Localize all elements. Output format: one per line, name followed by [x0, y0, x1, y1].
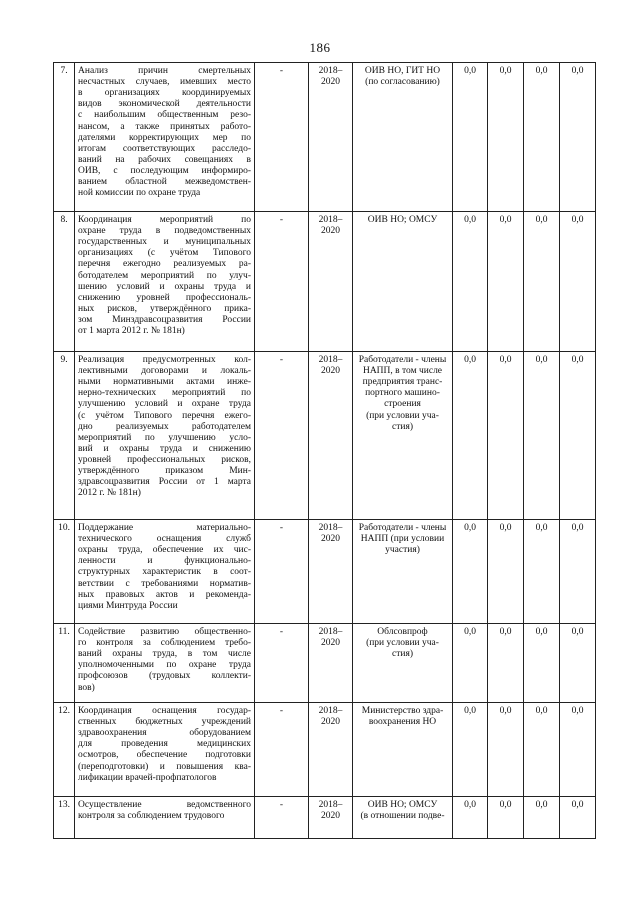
period-line: 2018–	[318, 706, 343, 716]
description-line: зом Минздравсоцразвития России	[78, 314, 251, 325]
description-line: мероприятий по улучшению усло-	[78, 432, 251, 443]
table-row	[54, 352, 596, 520]
period-line: 2020	[321, 226, 340, 237]
funding-value-4: 0,0	[560, 703, 596, 797]
indicator-cell: -	[255, 797, 309, 839]
table-row	[54, 520, 596, 624]
description-line: вий и охраны труда и снижению	[78, 443, 251, 454]
description-line: ной комиссии по охране труда	[78, 188, 201, 199]
description-line: ственных бюджетных учреждений	[78, 717, 251, 728]
executor-line: (по согласованию)	[365, 77, 440, 88]
period-cell	[309, 624, 353, 703]
period-line: 2020	[321, 811, 340, 822]
period-line: 2018–	[318, 215, 343, 225]
measures-table	[53, 62, 596, 839]
description-line: дно реализуемых работодателем	[78, 421, 251, 432]
row-number: 7.	[54, 63, 75, 212]
executor-line: стия)	[392, 421, 413, 432]
funding-value-1: 0,0	[453, 703, 488, 797]
table-row	[54, 212, 596, 352]
funding-value-2: 0,0	[488, 797, 524, 839]
description-line: шению условий и охраны труда и	[78, 281, 251, 292]
executor-line: строения	[384, 399, 421, 410]
description-line: лективными договорами и локаль-	[78, 366, 251, 377]
funding-value-2: 0,0	[488, 63, 524, 212]
funding-value-4: 0,0	[560, 520, 596, 624]
description-line: Координация мероприятий по	[78, 215, 251, 225]
executor-cell	[353, 797, 453, 839]
funding-value-4: 0,0	[560, 63, 596, 212]
description-line: (переподготовки) и повышения ква-	[78, 761, 251, 772]
description-line: ОИВ, с последующим информиро-	[78, 165, 251, 176]
measure-description	[75, 520, 255, 624]
period-line: 2018–	[318, 66, 343, 76]
description-line: ных рисков, утверждённого прика-	[78, 303, 251, 314]
executor-cell	[353, 212, 453, 352]
description-line: ветствии с требованиями норматив-	[78, 578, 251, 589]
funding-value-1: 0,0	[453, 212, 488, 352]
period-cell	[309, 63, 353, 212]
indicator-cell: -	[255, 212, 309, 352]
executor-cell	[353, 624, 453, 703]
description-line: ваний охраны труда, в том числе	[78, 649, 251, 660]
description-line: от 1 марта 2012 г. № 181н)	[78, 326, 185, 337]
period-cell	[309, 797, 353, 839]
description-line: Реализация предусмотренных кол-	[78, 355, 251, 365]
description-line: ленности и функционально-	[78, 556, 251, 567]
funding-value-3: 0,0	[524, 63, 560, 212]
period-line: 2020	[321, 717, 340, 728]
indicator-cell: -	[255, 352, 309, 520]
description-line: 2012 г. № 181н)	[78, 488, 141, 499]
description-line: нерно-технических мероприятий по	[78, 388, 251, 399]
executor-line: предприятия транс-	[362, 377, 443, 388]
period-line: 2018–	[318, 355, 343, 365]
funding-value-4: 0,0	[560, 797, 596, 839]
period-line: 2020	[321, 366, 340, 377]
measure-description	[75, 797, 255, 839]
executor-line: Работодатели - члены	[358, 523, 447, 533]
funding-value-1: 0,0	[453, 520, 488, 624]
measure-description	[75, 63, 255, 212]
period-line: 2020	[321, 638, 340, 649]
description-line: ботодателем мероприятий по улуч-	[78, 270, 251, 281]
row-number: 10.	[54, 520, 75, 624]
executor-line: ОИВ НО; ОМСУ	[367, 215, 438, 225]
period-cell	[309, 212, 353, 352]
table-body	[54, 63, 596, 839]
executor-line: Облсовпроф	[377, 627, 428, 637]
indicator-cell: -	[255, 520, 309, 624]
executor-cell	[353, 63, 453, 212]
executor-line: НАПП (при условии	[360, 534, 445, 545]
executor-line: ОИВ НО; ОМСУ	[367, 800, 438, 810]
funding-value-3: 0,0	[524, 520, 560, 624]
funding-value-2: 0,0	[488, 624, 524, 703]
funding-value-4: 0,0	[560, 624, 596, 703]
description-line: перечня ежегодно реализуемых ра-	[78, 259, 251, 270]
row-number: 8.	[54, 212, 75, 352]
description-line: Осуществление ведомственного	[78, 800, 251, 810]
executor-line: стия)	[392, 649, 413, 660]
description-line: утверждённого приказом Мин-	[78, 466, 251, 477]
description-line: профсоюзов (трудовых коллекти-	[78, 671, 251, 682]
description-line: государственных и муниципальных	[78, 237, 251, 248]
table-row	[54, 63, 596, 212]
funding-value-3: 0,0	[524, 352, 560, 520]
description-line: структурных характеристик в соот-	[78, 567, 251, 578]
period-line: 2020	[321, 77, 340, 88]
funding-value-4: 0,0	[560, 352, 596, 520]
description-line: уполномоченными по охране труда	[78, 660, 251, 671]
indicator-cell: -	[255, 703, 309, 797]
description-line: контроля за соблюдением трудового	[78, 811, 225, 822]
description-line: ных правовых актов и рекоменда-	[78, 589, 251, 600]
description-line: в организациях координируемых	[78, 88, 251, 99]
description-line: технического оснащения служб	[78, 534, 251, 545]
description-line: Анализ причин смертельных	[78, 66, 251, 76]
funding-value-2: 0,0	[488, 520, 524, 624]
description-line: охране труда в подведомственных	[78, 226, 251, 237]
indicator-cell: -	[255, 624, 309, 703]
description-line: нансом, а также принятых работо-	[78, 121, 251, 132]
funding-value-1: 0,0	[453, 63, 488, 212]
indicator-cell: -	[255, 63, 309, 212]
description-line: здравсоцразвития России от 1 марта	[78, 477, 251, 488]
description-line: уровней профессиональных рисков,	[78, 454, 251, 465]
description-line: организациях (с учётом Типового	[78, 248, 251, 259]
description-line: лификации врачей-профпатологов	[78, 772, 217, 783]
period-line: 2018–	[318, 627, 343, 637]
executor-line: (в отношении подве-	[360, 811, 445, 822]
funding-value-3: 0,0	[524, 703, 560, 797]
period-cell	[309, 352, 353, 520]
funding-value-3: 0,0	[524, 624, 560, 703]
description-line: улучшению условий и охране труда	[78, 399, 251, 410]
description-line: несчастных случаев, имевших место	[78, 77, 251, 88]
period-line: 2020	[321, 534, 340, 545]
executor-line: НАПП, в том числе	[362, 366, 443, 377]
row-number: 12.	[54, 703, 75, 797]
description-line: осмотров, обеспечение подготовки	[78, 750, 251, 761]
funding-value-2: 0,0	[488, 703, 524, 797]
period-line: 2018–	[318, 523, 343, 533]
funding-value-1: 0,0	[453, 624, 488, 703]
description-line: снижению уровней профессиональ-	[78, 292, 251, 303]
period-cell	[309, 703, 353, 797]
description-line: итогам соответствующих расследо-	[78, 143, 251, 154]
executor-line: Министерство здра-	[361, 706, 444, 716]
page-number: 186	[309, 40, 331, 55]
description-line: ванием областной межведомствен-	[78, 177, 251, 188]
description-line: Поддержание материально-	[78, 523, 251, 533]
executor-cell	[353, 520, 453, 624]
measure-description	[75, 624, 255, 703]
table-row	[54, 797, 596, 839]
funding-value-2: 0,0	[488, 212, 524, 352]
executor-line: воохранения НО	[368, 717, 437, 728]
description-line: для проведения медицинских	[78, 739, 251, 750]
row-number: 11.	[54, 624, 75, 703]
table-row	[54, 703, 596, 797]
funding-value-1: 0,0	[453, 352, 488, 520]
description-line: ными нормативными актами инже-	[78, 377, 251, 388]
description-line: го контроля за соблюдением требо-	[78, 638, 251, 649]
executor-line: (при условии уча-	[366, 410, 439, 421]
measure-description	[75, 703, 255, 797]
funding-value-3: 0,0	[524, 797, 560, 839]
funding-value-2: 0,0	[488, 352, 524, 520]
executor-line: портного машино-	[365, 388, 440, 399]
description-line: Содействие развитию общественно-	[78, 627, 251, 637]
description-line: с наибольшим общественным резо-	[78, 110, 251, 121]
description-line: (с учётом Типового перечня ежего-	[78, 410, 251, 421]
executor-line: (при условии уча-	[366, 638, 439, 649]
funding-value-1: 0,0	[453, 797, 488, 839]
row-number: 9.	[54, 352, 75, 520]
description-line: ваний на рабочих совещаниях в	[78, 154, 251, 165]
executor-line: ОИВ НО, ГИТ НО	[364, 66, 441, 76]
period-cell	[309, 520, 353, 624]
executor-cell	[353, 703, 453, 797]
measure-description	[75, 352, 255, 520]
description-line: охраны труда, обеспечение их чис-	[78, 545, 251, 556]
description-line: дателями корректирующих мер по	[78, 132, 251, 143]
executor-line: Работодатели - члены	[358, 355, 447, 365]
period-line: 2018–	[318, 800, 343, 810]
description-line: циями Минтруда России	[78, 600, 178, 611]
executor-cell	[353, 352, 453, 520]
row-number: 13.	[54, 797, 75, 839]
description-line: вов)	[78, 682, 95, 693]
funding-value-3: 0,0	[524, 212, 560, 352]
funding-value-4: 0,0	[560, 212, 596, 352]
description-line: видов экономической деятельности	[78, 99, 251, 110]
executor-line: участия)	[385, 545, 420, 556]
description-line: здравоохранения оборудованием	[78, 728, 251, 739]
description-line: Координация оснащения государ-	[78, 706, 251, 716]
table-row	[54, 624, 596, 703]
measure-description	[75, 212, 255, 352]
